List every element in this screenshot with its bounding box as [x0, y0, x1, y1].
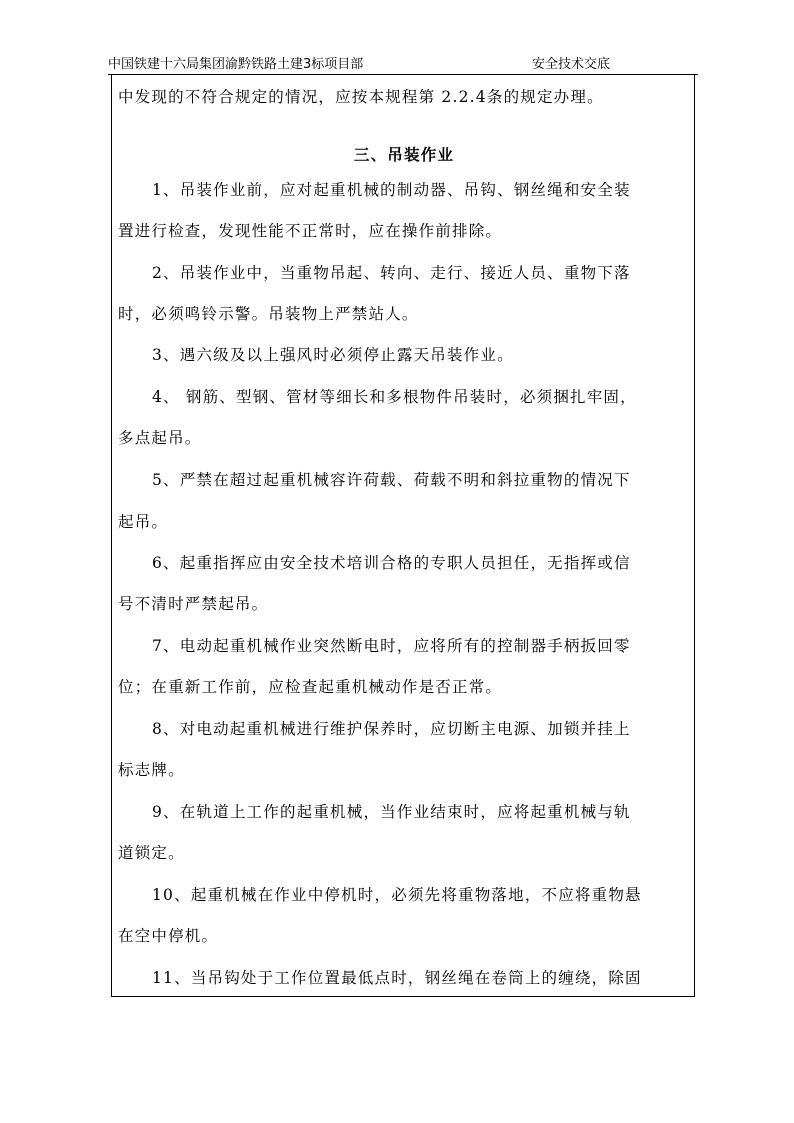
paragraph-line: 8、对电动起重机械进行维护保养时，应切断主电源、加锁并挂上 — [152, 720, 631, 738]
section-title: 三、吊装作业 — [353, 146, 455, 164]
header-document-type: 安全技术交底 — [532, 57, 611, 72]
paragraph-line: 2、吊装作业中，当重物吊起、转向、走行、接近人员、重物下落 — [152, 264, 631, 282]
paragraph-line: 7、电动起重机械作业突然断电时，应将所有的控制器手柄扳回零 — [152, 637, 631, 655]
paragraph-line: 9、在轨道上工作的起重机械，当作业结束时，应将起重机械与轨 — [152, 803, 631, 821]
page-header — [108, 56, 698, 75]
paragraph-line: 10、起重机械在作业中停机时，必须先将重物落地，不应将重物悬 — [152, 886, 642, 904]
paragraph-line: 标志牌。 — [118, 761, 185, 779]
paragraph-line: 在空中停机。 — [118, 927, 219, 945]
paragraph-line: 位；在重新工作前，应检查起重机械动作是否正常。 — [118, 678, 503, 696]
paragraph-line: 11、当吊钩处于工作位置最低点时，钢丝绳在卷筒上的缠绕，除固 — [152, 969, 642, 987]
paragraph-line: 5、严禁在超过起重机械容许荷载、荷载不明和斜拉重物的情况下 — [152, 471, 631, 489]
paragraph-line: 1、吊装作业前，应对起重机械的制动器、吊钩、钢丝绳和安全装 — [152, 181, 631, 199]
paragraph-line: 3、遇六级及以上强风时必须停止露天吊装作业。 — [152, 346, 514, 364]
paragraph-line: 6、起重指挥应由安全技术培训合格的专职人员担任，无指挥或信 — [152, 554, 631, 572]
paragraph-line: 号不清时严禁起吊。 — [118, 595, 269, 613]
paragraph-line: 起吊。 — [118, 513, 169, 531]
paragraph-line: 时，必须鸣铃示警。吊装物上严禁站人。 — [118, 305, 419, 323]
header-organization: 中国铁建十六局集团渝黔铁路土建3标项目部 — [108, 57, 364, 72]
paragraph-line: 置进行检查，发现性能不正常时，应在操作前排除。 — [118, 222, 503, 240]
paragraph-line: 多点起吊。 — [118, 429, 202, 447]
paragraph-line: 4、 钢筋、型钢、管材等细长和多根物件吊装时，必须捆扎牢固， — [152, 388, 637, 406]
paragraph-line: 道锁定。 — [118, 844, 185, 862]
continuation-line: 中发现的不符合规定的情况，应按本规程第 2.2.4条的规定办理。 — [118, 88, 604, 106]
content-frame — [111, 74, 695, 997]
